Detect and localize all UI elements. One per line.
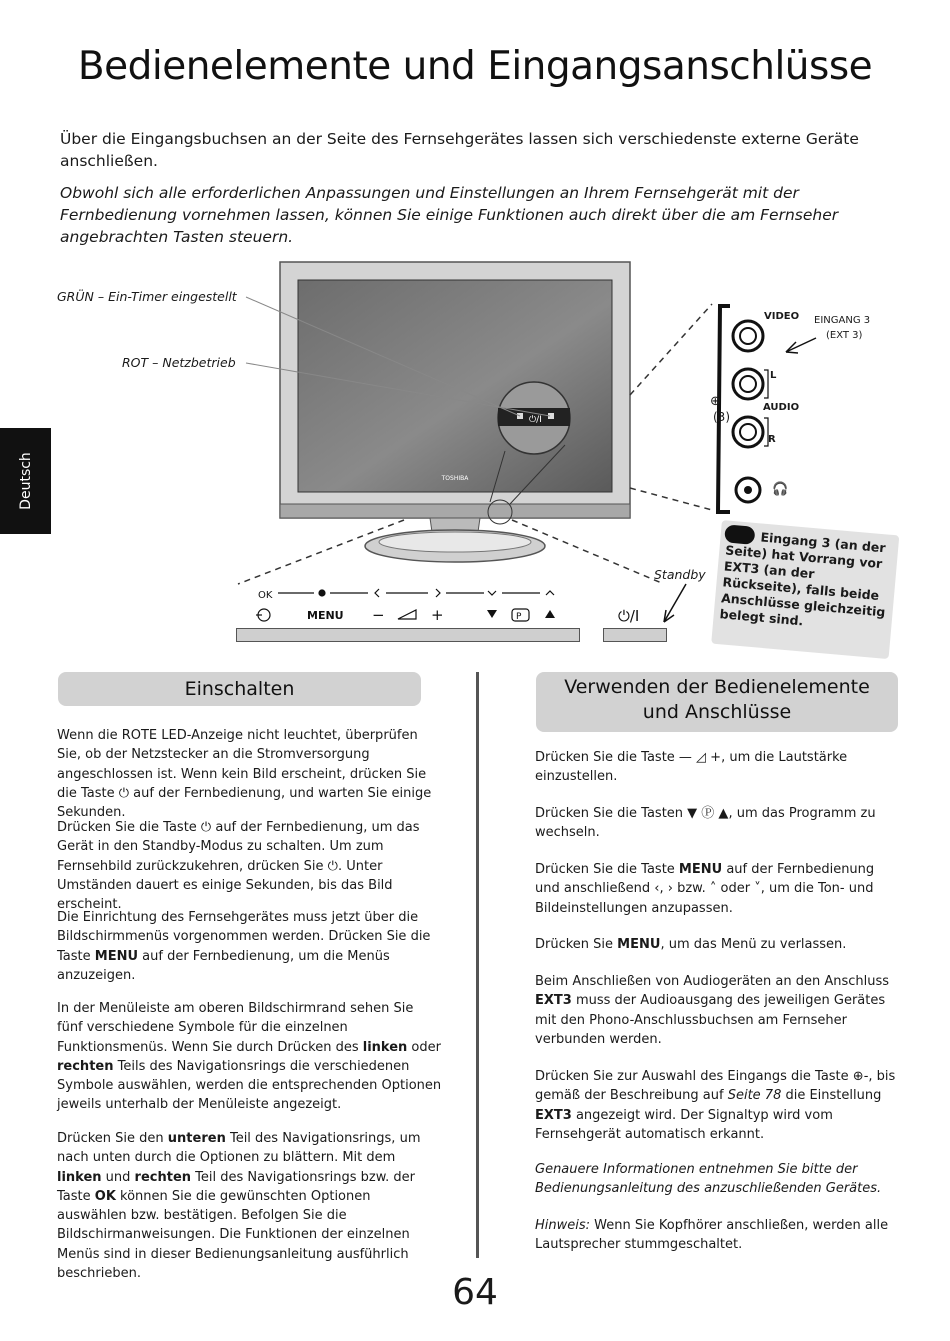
audio-left-label: L	[770, 370, 777, 381]
tv-button-strip	[236, 628, 580, 642]
power-icon: ⏻	[200, 820, 212, 835]
left-paragraph-1: Wenn die ROTE LED-Anzeige nicht leuchtet, überprüfen Sie, ob der Netzstecker an die Stromversorgung angeschlossen ist. Wenn kein Bild erscheint, drücken Sie die Taste ⏻ auf der Fernbedienung, und warten Sie einige Sekunden.	[57, 728, 432, 821]
svg-text:⏻/I: ⏻/I	[618, 607, 640, 625]
menu-label: MENU	[307, 609, 344, 622]
section-heading-bedienelemente	[536, 672, 898, 732]
right-paragraph-7: Genauere Informationen entnehmen Sie bitte der Bedienungsanleitung des anzuschließenden Gerätes.	[535, 1162, 882, 1197]
program-control-icon: ▼ Ⓟ ▲	[687, 806, 729, 821]
audio-label: AUDIO	[763, 402, 800, 413]
program-p-label: P	[516, 612, 522, 622]
power-icon: ⏻	[327, 858, 338, 874]
down-arrow-icon: ˅	[754, 881, 761, 897]
intro-text: Über die Eingangsbuchsen an der Seite des Fernsehgerätes lassen sich verschiedenste externe Geräte anschließen.	[60, 130, 859, 170]
input-priority-note	[711, 520, 899, 659]
input-icon: ⊕	[710, 394, 721, 409]
red-led-label: ROT – Netzbetrieb	[122, 355, 236, 370]
ok-label: OK	[258, 590, 273, 601]
standby-label: Standby	[654, 567, 706, 582]
language-tab-label: Deutsch	[17, 452, 34, 510]
page-number: 64	[452, 1272, 498, 1313]
page-title: Bedienelemente und Eingangsanschlüsse	[77, 44, 873, 89]
input-select-icon: ⊕	[852, 1069, 864, 1084]
right-paragraph-1: Drücken Sie die Taste — ◿ +, um die Lautstärke einzustellen.	[535, 750, 848, 785]
ext3-label: (EXT 3)	[826, 330, 863, 341]
up-arrow-icon: ˄	[709, 881, 717, 897]
right-paragraph-6: Drücken Sie zur Auswahl des Eingangs die Taste ⊕-, bis gemäß der Beschreibung auf Seite 78 die Einstellung EXT3 angezeigt wird. Der Signaltyp wird vom Fernsehgerät automatisch erkannt.	[535, 1069, 896, 1142]
svg-text:−: −	[372, 606, 385, 624]
intro-italic-text: Obwohl sich alle erforderlichen Anpassungen und Einstellungen an Ihrem Fernsehgerät mit der Fernbedienung vornehmen lassen, können Sie einige Funktionen auch direkt über die am Fernseher angebrachten Tasten steuern.	[60, 184, 839, 246]
svg-text:⏻/I: ⏻/I	[529, 415, 542, 425]
input3-label: EINGANG 3	[814, 315, 871, 326]
video-label: VIDEO	[764, 311, 800, 322]
headphone-icon: 🎧	[772, 482, 789, 497]
audio-right-label: R	[768, 434, 776, 445]
left-paragraph-5: Drücken Sie den unteren Teil des Navigationsrings, um nach unten durch die Optionen zu blättern. Mit dem linken und rechten Teil des Navigationsrings bzw. der Taste OK können Sie die gewünschten Optionen auswählen bzw. bestätigen. Befolgen Sie die Bildschirmanweisungen. Die Funktionen der einzelnen Menüs sind in dieser Bedienungsanleitung ausführlich beschrieben.	[57, 1131, 421, 1282]
power-icon: ⏻	[118, 785, 130, 801]
standby-button-strip	[603, 628, 667, 642]
input-priority-note-text: Eingang 3 (an der Seite) hat Vorrang vor EXT3 (an der Rückseite), falls beide Anschlüsse gleichzeitig belegt sind.	[719, 529, 887, 629]
right-paragraph-3: Drücken Sie die Taste MENU auf der Fernbedienung und anschließend ‹, › bzw. ˄ oder ˅, um die Ton- und Bildeinstellungen anzupassen.	[535, 862, 875, 916]
section-heading-line2: und Anschlüsse	[642, 701, 792, 723]
input3-number-label: (3)	[713, 410, 730, 424]
column-divider	[476, 672, 479, 1258]
right-paragraph-8: Hinweis: Wenn Sie Kopfhörer anschließen, werden alle Lautsprecher stummgeschaltet.	[535, 1218, 889, 1253]
left-paragraph-3: Die Einrichtung des Fernsehgerätes muss jetzt über die Bildschirmmenüs vorgenommen werden. Drücken Sie die Taste MENU auf der Fernbedienung, um die Menüs anzuzeigen.	[57, 910, 431, 983]
section-heading-einschalten: Einschalten	[58, 672, 421, 706]
left-paragraph-2: Drücken Sie die Taste ⏻ auf der Fernbedienung, um das Gerät in den Standby-Modus zu schalten. Um zum Fernsehbild zurückzukehren, drücken Sie ⏻. Unter Umständen dauert es einige Sekunden, bis das Bild erscheint.	[57, 820, 420, 913]
left-right-arrow-icon: ‹, ›	[654, 881, 673, 897]
right-paragraph-5: Beim Anschließen von Audiogeräten an den Anschluss EXT3 muss der Audioausgang des jeweiligen Gerätes mit den Phono-Anschlussbuchsen am Fernseher verbunden werden.	[535, 974, 890, 1047]
volume-control-icon: — ◿ +	[678, 750, 722, 765]
right-paragraph-4: Drücken Sie MENU, um das Menü zu verlassen.	[535, 937, 847, 952]
tv-brand-logo: TOSHIBA	[441, 475, 469, 482]
right-paragraph-2: Drücken Sie die Tasten ▼ Ⓟ ▲, um das Programm zu wechseln.	[535, 806, 876, 841]
svg-text:+: +	[431, 606, 444, 624]
section-heading-line1: Verwenden der Bedienelemente	[564, 676, 870, 698]
green-led-label: GRÜN – Ein-Timer eingestellt	[57, 289, 237, 304]
left-paragraph-4: In der Menüleiste am oberen Bildschirmrand sehen Sie fünf verschiedene Symbole für die einzelnen Funktionsmenüs. Wenn Sie durch Drücken des linken oder rechten Teils des Navigationsrings die verschiedenen Symbole auswählen, werden die entsprechenden Optionen jeweils unterhalb der Menüleiste angezeigt.	[57, 1001, 442, 1113]
tv-illustration	[280, 262, 630, 562]
